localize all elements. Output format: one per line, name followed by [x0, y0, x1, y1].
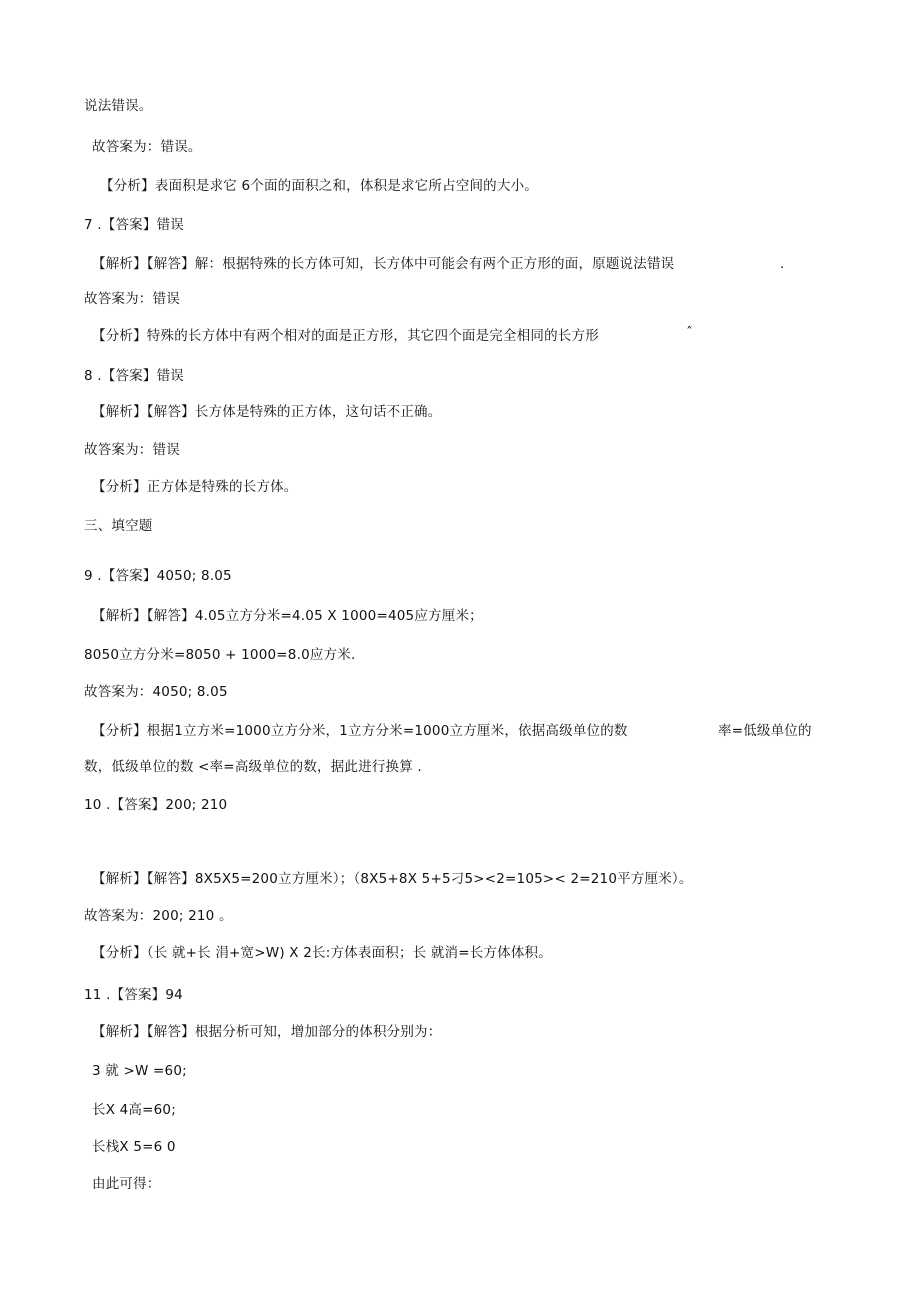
text-line: 【分析】（长 就+长 涓+宽>W) X 2长:方体表面积；长 就消=长方体体积。	[92, 945, 552, 961]
text-line: 故答案为：4050; 8.05	[84, 684, 228, 700]
text-line: 【解析】【解答】根据分析可知，增加部分的体积分别为：	[92, 1024, 442, 1040]
text-line: 故答案为：错误	[84, 442, 180, 458]
text-line: 长X 4高=60;	[92, 1102, 176, 1118]
text-line: 8050立方分米=8050 + 1000=8.0应方米.	[84, 647, 356, 663]
answer-heading: 11 .【答案】94	[84, 987, 183, 1003]
text-line: 【分析】根据1立方米=1000立方分米，1立方分米=1000立方厘米，依据高级单位的数	[92, 723, 628, 739]
answer-heading: 8 .【答案】错误	[84, 368, 184, 384]
text-line: 【解析】【解答】解：根据特殊的长方体可知，长方体中可能会有两个正方形的面，原题说法错误	[92, 256, 675, 272]
text-line: 数，低级单位的数 <率=高级单位的数，据此进行换算 .	[84, 759, 422, 775]
answer-heading: 9 .【答案】4050; 8.05	[84, 568, 232, 584]
text-line: 【分析】正方体是特殊的长方体。	[92, 479, 298, 495]
answer-heading: 10 .【答案】200; 210	[84, 797, 228, 813]
text-fragment: 率=低级单位的	[718, 723, 812, 739]
text-line: 故答案为：200; 210 。	[84, 908, 233, 924]
text-line: 【解析】【解答】4.05立方分米=4.05 X 1000=405应方厘米；	[92, 608, 483, 624]
text-line: 说法错误。	[84, 98, 153, 114]
text-line: 3 就 >W =60;	[92, 1063, 187, 1079]
text-line: 【分析】表面积是求它 6个面的面积之和，体积是求它所占空间的大小。	[100, 178, 538, 194]
text-fragment: .	[780, 256, 785, 272]
text-line: 由此可得：	[92, 1176, 161, 1192]
text-fragment: ˆ	[686, 325, 693, 341]
text-line: 【分析】特殊的长方体中有两个相对的面是正方形，其它四个面是完全相同的长方形	[92, 328, 599, 344]
text-line: 故答案为：错误	[84, 291, 180, 307]
section-heading: 三、填空题	[84, 518, 153, 534]
text-line: 【解析】【解答】长方体是特殊的正方体，这句话不正确。	[92, 404, 442, 420]
text-line: 【解析】【解答】8X5X5=200立方厘米）；（8X5+8X 5+5刁5><2=105>< 2=210平方厘米）。	[92, 871, 693, 887]
answer-heading: 7 .【答案】错误	[84, 217, 184, 233]
text-line: 故答案为：错误。	[92, 139, 202, 155]
text-line: 长栈X 5=6 0	[92, 1139, 176, 1155]
